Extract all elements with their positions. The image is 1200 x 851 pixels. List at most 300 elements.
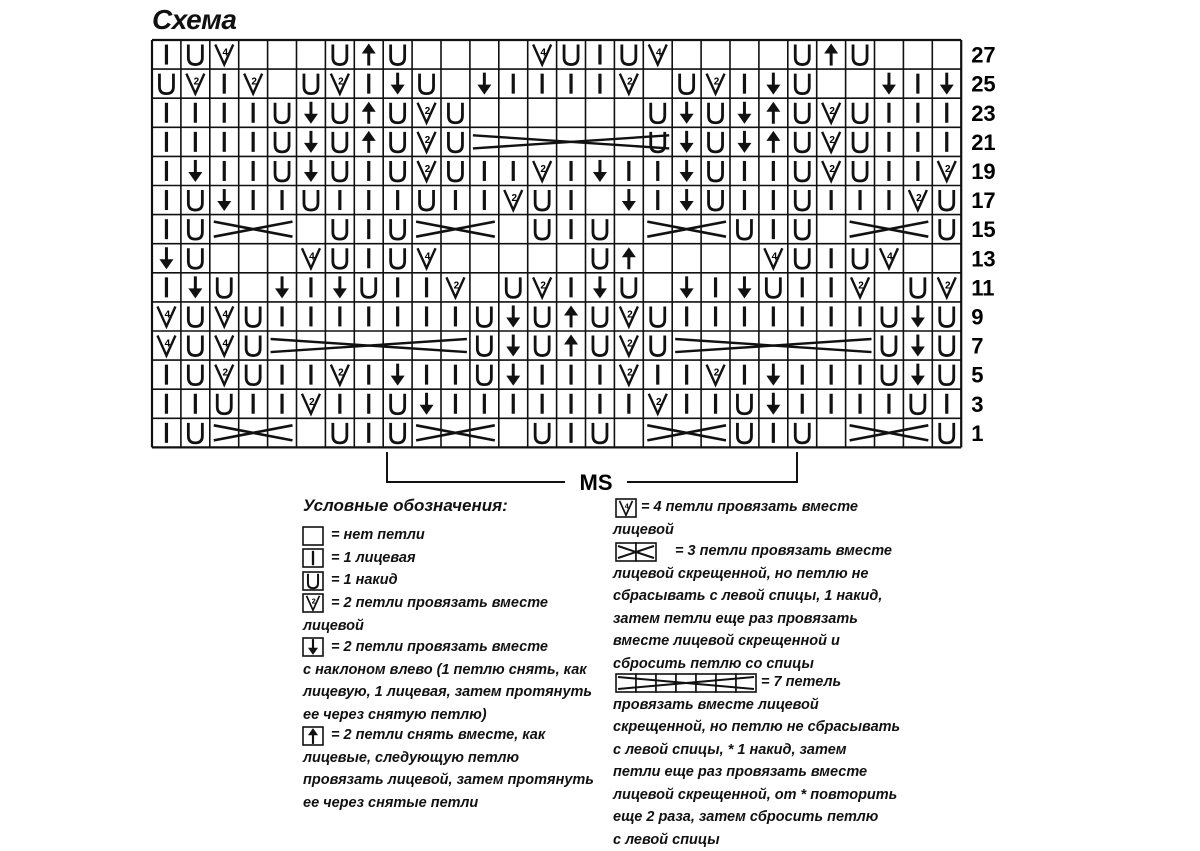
ssk-arrow-symbol	[680, 131, 694, 153]
yarn-over-stroke	[246, 365, 260, 385]
legend-icon	[303, 572, 323, 590]
yarn-over-stroke	[651, 306, 665, 326]
row-number: 15	[971, 217, 996, 243]
yarn-over-symbol	[795, 103, 809, 123]
ssk-arrow-symbol	[882, 73, 896, 95]
arrow-head	[911, 347, 925, 357]
yarn-over-stroke	[535, 219, 549, 239]
v-number: 4	[309, 251, 315, 263]
yarn-over-stroke	[333, 161, 347, 181]
arrow-head	[766, 376, 780, 386]
v-number: 2	[540, 280, 546, 292]
arrow-head	[506, 347, 520, 357]
yarn-over-symbol	[391, 161, 405, 181]
yarn-over-stroke	[593, 306, 607, 326]
yarn-over-symbol	[391, 394, 405, 414]
yarn-over-symbol	[304, 74, 318, 94]
cross-3-symbol	[647, 222, 726, 237]
yarn-over-stroke	[304, 74, 318, 94]
k2tog-symbol	[620, 365, 638, 385]
yarn-over-symbol	[882, 306, 896, 326]
k4tog-symbol	[157, 336, 175, 356]
yarn-over-stroke	[391, 45, 405, 65]
yarn-over-stroke	[159, 74, 173, 94]
yarn-over-symbol	[333, 248, 347, 268]
arrow-head	[391, 85, 405, 95]
yarn-over-stroke	[535, 190, 549, 210]
yarn-over-stroke	[737, 219, 751, 239]
yarn-over-stroke	[535, 336, 549, 356]
yarn-over-symbol	[391, 219, 405, 239]
yarn-over-stroke	[391, 423, 405, 443]
ssk-arrow-symbol	[391, 73, 405, 95]
arrow-head	[506, 317, 520, 327]
yarn-over-stroke	[709, 161, 723, 181]
yarn-over-stroke	[477, 365, 491, 385]
yarn-over-stroke	[882, 336, 896, 356]
yarn-over-symbol	[940, 365, 954, 385]
k4tog-symbol	[302, 248, 320, 268]
arrow-head	[333, 288, 347, 298]
ssk-arrow-symbol	[593, 276, 607, 298]
v-number: 4	[222, 47, 229, 59]
yarn-over-stroke	[333, 219, 347, 239]
yarn-over-symbol	[188, 423, 202, 443]
yarn-over-symbol	[159, 74, 173, 94]
k2tog-symbol	[620, 74, 638, 94]
v-number: 2	[453, 280, 460, 292]
arrow-head	[766, 131, 780, 141]
v-number: 4	[164, 309, 171, 321]
yarn-over-stroke	[795, 103, 809, 123]
yarn-over-symbol	[188, 219, 202, 239]
yarn-over-symbol	[882, 336, 896, 356]
yarn-over-stroke	[420, 190, 434, 210]
arrow-head	[304, 143, 318, 153]
s2kp-arrow-symbol	[564, 305, 578, 327]
arrow-head	[940, 85, 954, 95]
yarn-over-stroke	[593, 336, 607, 356]
yarn-over-stroke	[940, 219, 954, 239]
yarn-over-symbol	[391, 423, 405, 443]
v-number: 4	[424, 251, 431, 263]
yarn-over-stroke	[882, 365, 896, 385]
yarn-over-stroke	[766, 277, 780, 297]
yarn-over-stroke	[448, 132, 462, 152]
yarn-over-symbol	[275, 161, 289, 181]
ssk-arrow-symbol	[766, 73, 780, 95]
v-number: 2	[858, 280, 864, 292]
arrow-head	[911, 317, 925, 327]
cross-3-symbol	[850, 222, 929, 237]
arrow-head	[680, 172, 694, 182]
cross-3-symbol	[214, 425, 293, 440]
row-number: 27	[971, 42, 996, 68]
k4tog-symbol	[215, 306, 233, 326]
legend-box	[303, 527, 323, 545]
yarn-over-stroke	[882, 306, 896, 326]
arrow-head	[564, 305, 578, 315]
legend-item-3-into-3: = 3 петли провязать вместе лицевой скрещенной, но петлю не сбрасывать с левой спицы, 1 накид, затем петли еще раз провязать вместе лицевой скрещенной и сбросить петлю со спицы	[613, 543, 892, 672]
k2tog-symbol	[418, 161, 436, 181]
yarn-over-stroke	[188, 219, 202, 239]
k2tog-symbol	[909, 190, 927, 210]
row-number: 19	[971, 158, 996, 184]
v-number: 4	[164, 338, 171, 350]
yarn-over-stroke	[477, 306, 491, 326]
ssk-arrow-symbol	[680, 189, 694, 211]
yarn-over-symbol	[940, 336, 954, 356]
arrow-head	[680, 114, 694, 124]
chart-grid	[152, 40, 961, 447]
k2tog-symbol	[822, 103, 840, 123]
v-number: 2	[311, 596, 316, 606]
arrow-head	[766, 85, 780, 95]
yarn-over-stroke	[795, 45, 809, 65]
v-number: 2	[627, 338, 633, 350]
v-number: 2	[309, 396, 315, 408]
cross-3-symbol	[850, 425, 929, 440]
yarn-over-stroke	[651, 336, 665, 356]
legend-item-yarn-over: = 1 накид	[331, 572, 398, 588]
arrow-head	[188, 288, 202, 298]
yarn-over-symbol	[477, 365, 491, 385]
yarn-over-stroke	[940, 365, 954, 385]
ssk-arrow-symbol	[680, 276, 694, 298]
ssk-arrow-symbol	[304, 131, 318, 153]
k4tog-symbol	[215, 45, 233, 65]
yarn-over-symbol	[333, 45, 347, 65]
legend-title: Условные обозначения:	[303, 496, 508, 515]
yarn-over-symbol	[188, 306, 202, 326]
ssk-arrow-symbol	[911, 305, 925, 327]
yarn-over-symbol	[448, 132, 462, 152]
repeat-bracket-line	[627, 452, 797, 482]
arrow-head	[564, 335, 578, 345]
row-numbers	[971, 43, 995, 446]
s2kp-arrow-symbol	[362, 102, 376, 124]
yarn-over-symbol	[275, 103, 289, 123]
yarn-over-symbol	[709, 103, 723, 123]
yarn-over-stroke	[911, 394, 925, 414]
legend-item-knit: = 1 лицевая	[331, 550, 416, 566]
arrow-head	[680, 143, 694, 153]
v-number: 2	[627, 76, 633, 88]
yarn-over-stroke	[188, 45, 202, 65]
yarn-over-symbol	[940, 423, 954, 443]
v-number: 2	[627, 309, 633, 321]
yarn-over-symbol	[188, 190, 202, 210]
yarn-over-stroke	[853, 161, 867, 181]
arrow-head	[622, 201, 636, 211]
v-number: 2	[713, 367, 720, 379]
ssk-arrow-symbol	[159, 247, 173, 269]
yarn-over-symbol	[882, 365, 896, 385]
k2tog-symbol	[302, 394, 320, 414]
ssk-arrow-symbol	[188, 160, 202, 182]
yarn-over-symbol	[911, 277, 925, 297]
row-number: 13	[971, 246, 996, 272]
yarn-over-symbol	[362, 277, 376, 297]
yarn-over-symbol	[593, 336, 607, 356]
s2kp-arrow-symbol	[766, 131, 780, 153]
v-number: 2	[829, 163, 835, 175]
legend-item-k4tog: = 4 петли провязать вместе лицевой	[613, 499, 858, 538]
arrow-head	[593, 288, 607, 298]
ssk-arrow-symbol	[737, 102, 751, 124]
yarn-over-stroke	[420, 74, 434, 94]
v-number: 4	[222, 338, 229, 350]
yarn-over-symbol	[709, 132, 723, 152]
arrow-head	[275, 288, 289, 298]
row-number: 23	[971, 100, 996, 126]
v-number: 2	[713, 76, 720, 88]
yarn-over-stroke	[853, 45, 867, 65]
row-number: 5	[971, 362, 984, 388]
yarn-over-stroke	[333, 248, 347, 268]
yarn-over-symbol	[853, 45, 867, 65]
yarn-over-symbol	[391, 132, 405, 152]
yarn-over-stroke	[391, 161, 405, 181]
v-number: 2	[916, 193, 922, 205]
yarn-over-symbol	[911, 394, 925, 414]
yarn-over-symbol	[333, 132, 347, 152]
yarn-over-stroke	[795, 132, 809, 152]
cross-3-symbol	[416, 222, 495, 237]
row-number: 3	[971, 391, 984, 417]
yarn-over-symbol	[853, 103, 867, 123]
yarn-over-symbol	[651, 306, 665, 326]
yarn-over-symbol	[448, 103, 462, 123]
yarn-over-stroke	[391, 394, 405, 414]
k2tog-symbol	[244, 74, 262, 94]
repeat-label: MS	[579, 470, 613, 495]
ssk-arrow-symbol	[911, 335, 925, 357]
yarn-over-stroke	[506, 277, 520, 297]
k4tog-symbol	[764, 248, 782, 268]
yarn-over-stroke	[477, 336, 491, 356]
yarn-over-stroke	[188, 423, 202, 443]
yarn-over-symbol	[593, 423, 607, 443]
s2kp-arrow-symbol	[622, 247, 636, 269]
arrow-head	[159, 259, 173, 269]
arrow-head	[766, 405, 780, 415]
ssk-arrow-symbol	[622, 189, 636, 211]
arrow-head	[680, 288, 694, 298]
yarn-over-stroke	[853, 248, 867, 268]
yarn-over-stroke	[709, 132, 723, 152]
cross-7-symbol	[271, 339, 467, 352]
cross-7-symbol	[675, 339, 871, 352]
yarn-over-symbol	[535, 190, 549, 210]
yarn-over-symbol	[795, 248, 809, 268]
k4tog-symbol	[533, 45, 551, 65]
row-number: 21	[971, 129, 996, 155]
v-number: 2	[424, 105, 431, 117]
yarn-over-symbol	[622, 45, 636, 65]
yarn-over-symbol	[188, 365, 202, 385]
arrow-head	[391, 376, 405, 386]
arrow-head	[622, 247, 636, 257]
v-number: 4	[771, 251, 778, 263]
v-number: 2	[540, 163, 546, 175]
yarn-over-stroke	[593, 219, 607, 239]
yarn-over-stroke	[853, 132, 867, 152]
cross-3-symbol	[214, 222, 293, 237]
arrow-head	[362, 44, 376, 54]
ssk-arrow-symbol	[737, 131, 751, 153]
yarn-over-stroke	[246, 306, 260, 326]
yarn-over-stroke	[737, 423, 751, 443]
k2tog-symbol	[822, 161, 840, 181]
arrow-head	[680, 201, 694, 211]
ssk-arrow-symbol	[737, 276, 751, 298]
yarn-over-stroke	[795, 423, 809, 443]
yarn-over-stroke	[333, 423, 347, 443]
arrow-head	[766, 102, 780, 112]
k2tog-symbol	[822, 132, 840, 152]
v-number: 2	[251, 76, 257, 88]
yarn-over-symbol	[246, 336, 260, 356]
s2kp-arrow-symbol	[824, 44, 838, 66]
arrow-head	[824, 44, 838, 54]
yarn-over-stroke	[940, 306, 954, 326]
yarn-over-symbol	[333, 219, 347, 239]
yarn-over-stroke	[795, 219, 809, 239]
yarn-over-symbol	[217, 277, 231, 297]
yarn-over-stroke	[709, 190, 723, 210]
row-number: 25	[971, 71, 996, 97]
legend-item-s2kp: = 2 петли снять вместе, как лицевые, следующую петлю провязать лицевой, затем протянуть ее через снятые петли	[303, 727, 594, 811]
yarn-over-symbol	[593, 248, 607, 268]
arrow-head	[304, 172, 318, 182]
yarn-over-symbol	[420, 190, 434, 210]
yarn-over-symbol	[795, 74, 809, 94]
v-number: 2	[424, 134, 431, 146]
ssk-arrow-symbol	[506, 335, 520, 357]
k2tog-symbol	[331, 365, 349, 385]
v-number: 2	[338, 76, 344, 88]
yarn-over-symbol	[940, 219, 954, 239]
yarn-over-stroke	[391, 248, 405, 268]
ssk-arrow-symbol	[391, 364, 405, 386]
yarn-over-stroke	[188, 306, 202, 326]
yarn-over-stroke	[275, 132, 289, 152]
arrow-head	[593, 172, 607, 182]
row-number: 11	[971, 275, 995, 301]
yarn-over-symbol	[680, 74, 694, 94]
legend-icon	[303, 527, 323, 545]
yarn-over-stroke	[795, 74, 809, 94]
yarn-over-stroke	[333, 45, 347, 65]
ssk-arrow-symbol	[420, 393, 434, 415]
k4tog-symbol	[215, 336, 233, 356]
v-number: 4	[655, 47, 662, 59]
ssk-arrow-symbol	[680, 102, 694, 124]
yarn-over-symbol	[217, 394, 231, 414]
yarn-over-symbol	[506, 277, 520, 297]
legend-item-k2tog: = 2 петли провязать вместе лицевой	[303, 595, 548, 634]
k2tog-symbol	[533, 161, 551, 181]
arrow-head	[188, 172, 202, 182]
v-number: 2	[193, 76, 200, 88]
yarn-over-stroke	[651, 103, 665, 123]
yarn-over-stroke	[564, 45, 578, 65]
ssk-arrow-symbol	[477, 73, 491, 95]
yarn-over-symbol	[709, 161, 723, 181]
v-number: 2	[655, 396, 662, 408]
v-number: 2	[944, 280, 951, 292]
yarn-over-stroke	[853, 103, 867, 123]
legend-item-no-stitch: = нет петли	[331, 527, 425, 543]
yarn-over-symbol	[535, 336, 549, 356]
ssk-arrow-symbol	[304, 102, 318, 124]
s2kp-arrow-symbol	[766, 102, 780, 124]
k4tog-symbol	[157, 306, 175, 326]
arrow-head	[737, 114, 751, 124]
ssk-arrow-symbol	[275, 276, 289, 298]
arrow-head	[737, 143, 751, 153]
yarn-over-symbol	[737, 423, 751, 443]
yarn-over-symbol	[535, 219, 549, 239]
yarn-over-symbol	[564, 45, 578, 65]
yarn-over-stroke	[448, 161, 462, 181]
yarn-over-stroke	[333, 103, 347, 123]
s2kp-arrow-symbol	[362, 131, 376, 153]
yarn-over-symbol	[391, 248, 405, 268]
yarn-over-symbol	[622, 277, 636, 297]
yarn-over-symbol	[853, 248, 867, 268]
cross-3-symbol	[647, 425, 726, 440]
ssk-arrow-symbol	[304, 160, 318, 182]
arrow-head	[362, 102, 376, 112]
yarn-over-symbol	[651, 336, 665, 356]
yarn-over-stroke	[246, 336, 260, 356]
yarn-over-stroke	[795, 190, 809, 210]
arrow-head	[420, 405, 434, 415]
ssk-arrow-symbol	[940, 73, 954, 95]
s2kp-arrow-symbol	[564, 335, 578, 357]
yarn-over-stroke	[911, 277, 925, 297]
yarn-over-stroke	[333, 132, 347, 152]
yarn-over-symbol	[275, 132, 289, 152]
yarn-over-symbol	[188, 336, 202, 356]
arrow-head	[882, 85, 896, 95]
v-number: 4	[624, 501, 629, 511]
yarn-over-symbol	[795, 132, 809, 152]
yarn-over-stroke	[593, 248, 607, 268]
k4tog-symbol	[880, 248, 898, 268]
v-number: 2	[944, 163, 951, 175]
yarn-over-stroke	[275, 103, 289, 123]
v-number: 2	[511, 193, 518, 205]
v-number: 4	[540, 47, 546, 59]
ssk-arrow-symbol	[506, 364, 520, 386]
yarn-over-stroke	[275, 161, 289, 181]
arrow-head	[506, 376, 520, 386]
yarn-over-symbol	[333, 103, 347, 123]
chart-title: Схема	[152, 4, 237, 35]
yarn-over-stroke	[188, 190, 202, 210]
yarn-over-symbol	[391, 45, 405, 65]
yarn-over-symbol	[795, 190, 809, 210]
k2tog-symbol	[620, 336, 638, 356]
yarn-over-stroke	[709, 103, 723, 123]
k2tog-symbol	[649, 394, 667, 414]
k2tog-symbol	[504, 190, 522, 210]
ssk-arrow-symbol	[766, 393, 780, 415]
ssk-arrow-symbol	[217, 189, 231, 211]
